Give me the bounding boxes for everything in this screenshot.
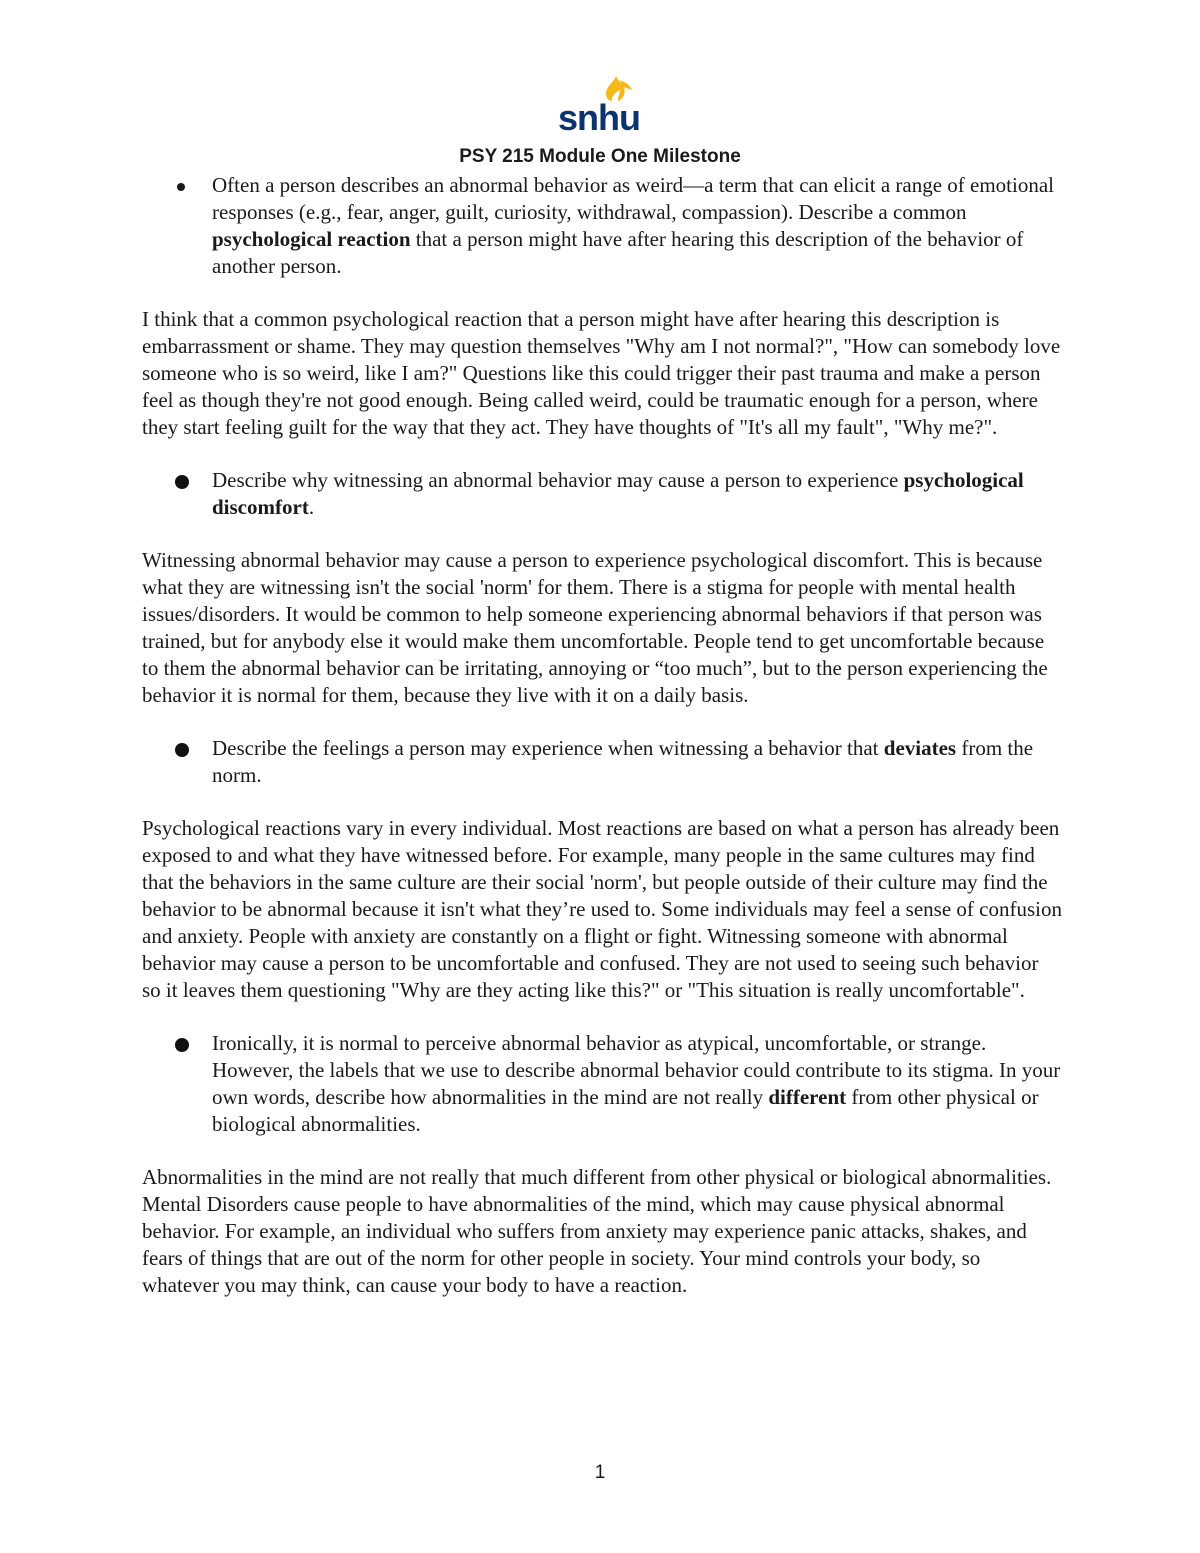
question-2-text-after: . bbox=[308, 495, 315, 519]
question-1 bbox=[142, 172, 1062, 280]
question-2 bbox=[142, 467, 1062, 521]
question-1-text-before: Often a person describes an abnormal behavior as weird—a term that can elicit a range of emotional responses (e.g., fear, anger, guilt, curiosity, withdrawal, compassion). Describe a common bbox=[212, 173, 1054, 224]
snhu-logo-graphic bbox=[556, 74, 640, 134]
question-3-text-before: Describe the feelings a person may experience when witnessing a behavior that bbox=[212, 736, 884, 760]
answer-2: Witnessing abnormal behavior may cause a person to experience psychological discomfort. This is because what they are witnessing isn't the social 'norm' for them. There is a stigma for people with mental health issues/disorders. It would be common to help someone experiencing abnormal behaviors if that person was trained, but for anybody else it would make them uncomfortable. People tend to get uncomfortable because to them the abnormal behavior can be irritating, annoying or “too much”, but to the person experiencing the behavior it is normal for them, because they live with it on a daily basis. bbox=[142, 548, 1048, 707]
question-3-bold: deviates bbox=[883, 736, 957, 760]
question-4-text-before: Ironically, it is normal to perceive abnormal behavior as atypical, uncomfortable, or strange. However, the labels that we use to describe abnormal behavior could contribute to its stigma. In your own words, describe how abnormalities in the mind are not really bbox=[212, 1031, 1061, 1109]
question-2-bold: psychological discomfort bbox=[212, 468, 1024, 519]
question-3-text-after: from the norm. bbox=[212, 736, 1034, 787]
bullet-icon bbox=[172, 172, 192, 199]
question-2-text-before: Describe why witnessing an abnormal behavior may cause a person to experience bbox=[212, 468, 904, 492]
question-3 bbox=[142, 735, 1062, 789]
answer-4: Abnormalities in the mind are not really that much different from other physical or biological abnormalities. Mental Disorders cause people to have abnormalities of the mind, which may cause physical abnormal behavior. For example, an individual who suffers from anxiety may experience panic attacks, shakes, and fears of things that are out of the norm for other people in society. Your mind controls your body, so whatever you may think, can cause your body to have a reaction. bbox=[142, 1165, 1052, 1297]
question-4 bbox=[142, 1030, 1062, 1138]
question-1-text-after: that a person might have after hearing this description of the behavior of another person. bbox=[212, 227, 1024, 278]
logo-wordmark: snhu bbox=[558, 97, 640, 134]
document-body bbox=[142, 172, 1062, 1299]
bullet-icon bbox=[172, 1030, 192, 1057]
question-4-text-after: from other physical or biological abnormalities. bbox=[212, 1085, 1039, 1136]
bullet-icon bbox=[172, 735, 192, 762]
answer-1: I think that a common psychological reaction that a person might have after hearing this description is embarrassment or shame. They may question themselves "Why am I not normal?", "How can somebody love someone who is so weird, like I am?" Questions like this could trigger their past trauma and make a person feel as though they're not good enough. Being called weird, could be traumatic enough for a person, where they start feeling guilt for the way that they act. They have thoughts of "It's all my fault", "Why me?". bbox=[142, 307, 1061, 439]
question-1-bold: psychological reaction bbox=[212, 227, 411, 251]
page-title: PSY 215 Module One Milestone bbox=[459, 146, 741, 167]
snhu-logo bbox=[556, 74, 640, 134]
page-number: 1 bbox=[594, 1462, 606, 1483]
question-4-bold: different bbox=[768, 1085, 847, 1109]
bullet-icon bbox=[172, 467, 192, 494]
answer-3: Psychological reactions vary in every individual. Most reactions are based on what a person has already been exposed to and what they have witnessed before. For example, many people in the same cultures may find that the behaviors in the same culture are their social 'norm', but people outside of their culture may find the behavior to be abnormal because it isn't what they’re used to. Some individuals may feel a sense of confusion and anxiety. People with anxiety are constantly on a flight or fight. Witnessing someone with abnormal behavior may cause a person to be uncomfortable and confused. They are not used to seeing such behavior so it leaves them questioning "Why are they acting like this?" or "This situation is really uncomfortable". bbox=[142, 816, 1062, 1002]
